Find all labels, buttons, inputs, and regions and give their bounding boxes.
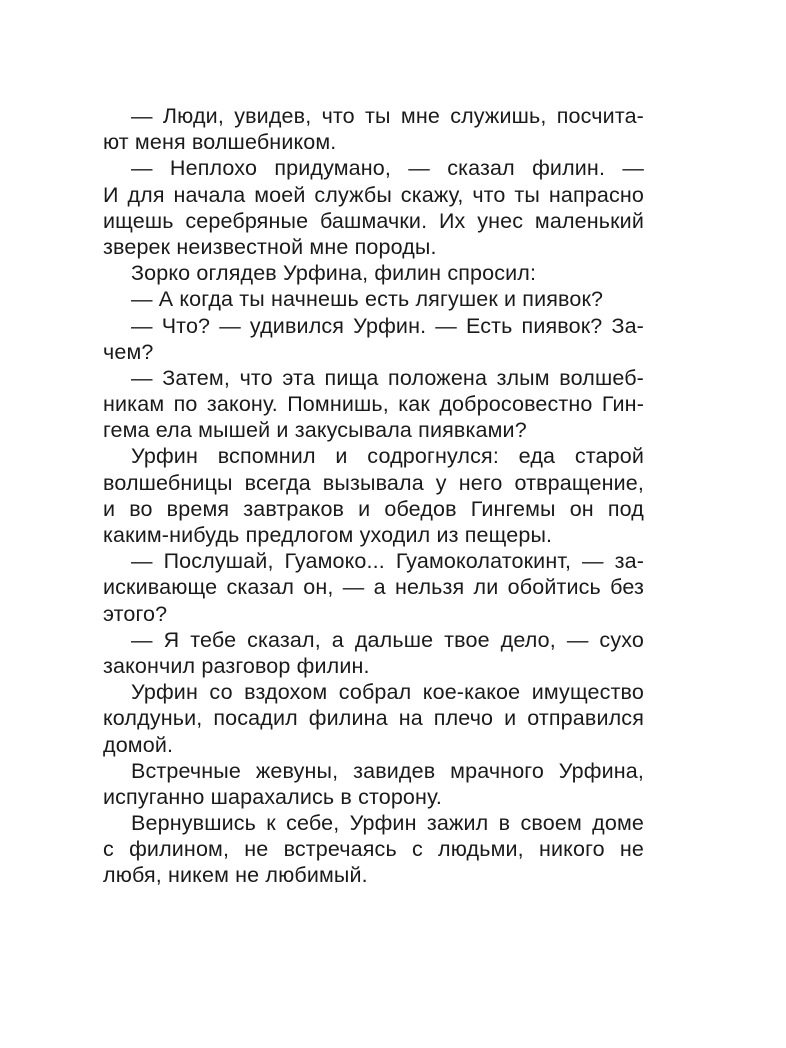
paragraph (103, 627, 644, 679)
text-line: этого? (103, 601, 168, 626)
text-line: зверек неизвестной мне породы. (103, 234, 437, 259)
text-line: чем? (103, 339, 154, 364)
paragraph (103, 365, 644, 444)
text-line: И для начала моей службы скажу, что ты напрасно (103, 182, 644, 207)
text-line: каким-нибудь предлогом уходил из пещеры. (103, 523, 553, 547)
text-line: — А когда ты начнешь есть лягушек и пиявок? (131, 287, 604, 312)
text-line: Встречные жевуны, завидев мрачного Урфина, (131, 758, 644, 783)
text-line: — Затем, что эта пища положена злым волшеб- (131, 365, 644, 390)
paragraph (103, 758, 644, 810)
text-line: — Неплохо придумано, — сказал филин. — (131, 156, 644, 181)
text-line: искивающе сказал он, — а нельзя ли обойтись без (103, 575, 644, 600)
text-line: Вернувшись к себе, Урфин зажил в своем доме (131, 811, 644, 836)
paragraph (103, 286, 644, 312)
paragraph (103, 679, 644, 758)
paragraph (103, 548, 644, 627)
text-line: волшебницы всегда вызывала у него отвращение, (103, 470, 644, 495)
text-line: Урфин со вздохом собрал кое-какое имущество (131, 680, 644, 705)
text-line: колдуньи, посадил филина на плечо и отправился (103, 706, 644, 731)
text-line: ют меня волшебником. (103, 130, 337, 155)
paragraph (103, 810, 644, 889)
text-line: закончил разговор филин. (103, 653, 370, 678)
text-line: — Люди, увидев, что ты мне служишь, посчита- (131, 104, 644, 128)
text-line: с филином, не встречаясь с людьми, никого не (103, 837, 644, 862)
text-line: любя, никем не любимый. (103, 863, 368, 888)
text-line: домой. (103, 732, 174, 757)
text-line: — Что? — удивился Урфин. — Есть пиявок? За- (131, 313, 644, 338)
text-line: гема ела мышей и закусывала пиявками? (103, 418, 527, 443)
paragraph (103, 103, 644, 155)
text-line: испуганно шарахались в сторону. (103, 784, 442, 809)
text-line: — Я тебе сказал, а дальше твое дело, — сухо (131, 627, 644, 652)
text-line: ищешь серебряные башмачки. Их унес маленький (103, 208, 644, 233)
text-column (103, 103, 644, 889)
text-line: Зорко оглядев Урфина, филин спросил: (131, 261, 537, 286)
paragraph (103, 155, 644, 260)
text-line: — Послушай, Гуамоко... Гуамоколатокинт, — за- (131, 549, 644, 574)
paragraph (103, 443, 644, 548)
text-line: никам по закону. Помнишь, как добросовестно Гин- (103, 392, 644, 417)
text-line: Урфин вспомнил и содрогнулся: еда старой (131, 444, 644, 469)
text-line: и во время завтраков и обедов Гингемы он под (103, 496, 644, 521)
paragraph (103, 313, 644, 365)
paragraph (103, 260, 644, 286)
